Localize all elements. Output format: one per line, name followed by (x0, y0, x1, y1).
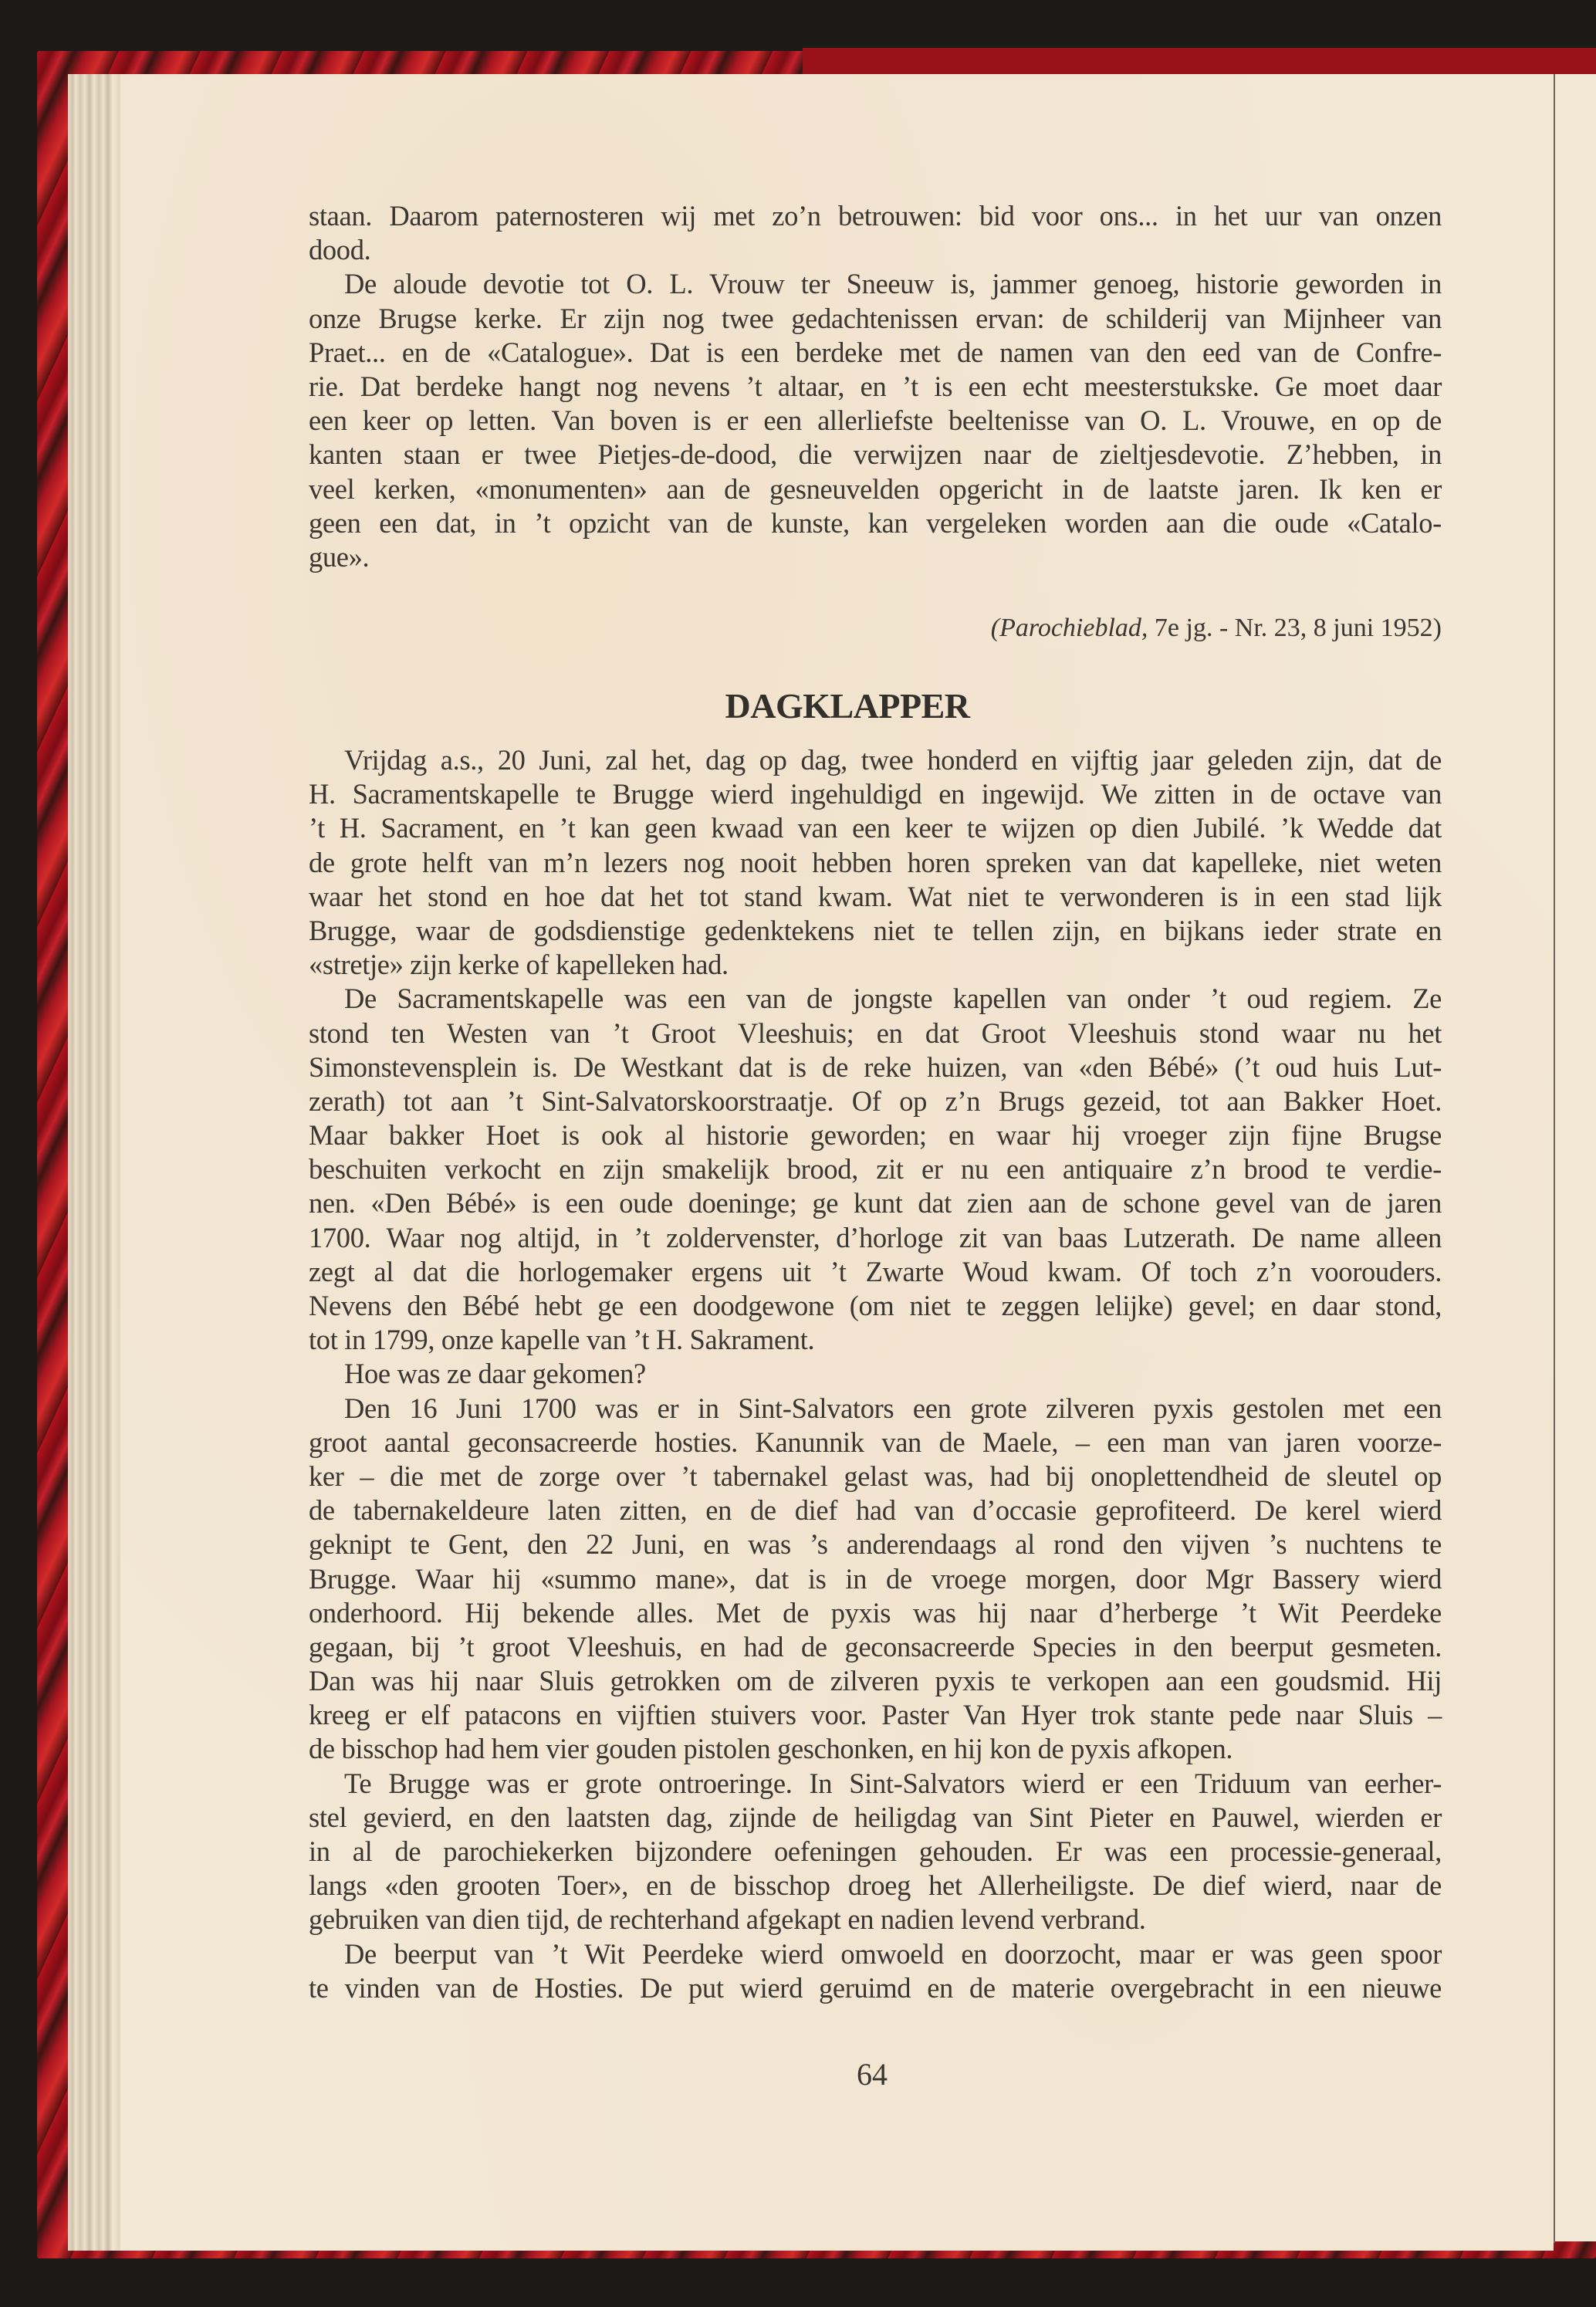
text-line: staan. Daarom paternosteren wij met zo’n betrouwen: bid voor ons... in het uur van onzen (309, 200, 1442, 232)
text-line: geknipt te Gent, den 22 Juni, en was ’s anderendaags al rond den vijven ’s nuchtens te (309, 1528, 1442, 1561)
page-stack-edges (68, 74, 123, 2251)
text-block-top (309, 199, 1442, 574)
text-line: Den 16 Juni 1700 was er in Sint-Salvators een grote zilveren pyxis gestolen met een (344, 1392, 1442, 1424)
text-line: veel kerken, «monumenten» aan de gesneuvelden opgericht in de laatste jaren. Ik ken er (309, 472, 1442, 505)
text-line: de tabernakeldeure laten zitten, en de dief had van d’occasie geprofiteerd. De kerel wierd (309, 1494, 1442, 1527)
page-number: 64 (857, 2057, 888, 2092)
text-line: zerath) tot aan ’t Sint-Salvatorskoorstraatje. Of op z’n Brugs gezeid, tot aan Bakker Hoet. (309, 1084, 1442, 1117)
text-line: rie. Dat berdeke hangt nog nevens ’t altaar, en ’t is een echt meesterstukske. Ge moet daar (309, 370, 1442, 402)
text-line: gebruiken van dien tijd, de rechterhand afgekapt en nadien levend verbrand. (309, 1903, 1146, 1936)
book-cover-top-edge (803, 48, 1596, 74)
citation-details: 7e jg. - Nr. 23, 8 juni 1952) (1148, 614, 1442, 642)
text-line: in al de parochiekerken bijzondere oefeningen gehouden. Er was een processie-generaal, (309, 1835, 1442, 1867)
text-line: ker – die met de zorge over ’t tabernakel gelast was, had bij onoplettendheid de sleutel op (309, 1460, 1442, 1492)
text-line: de bisschop had hem vier gouden pistolen geschonken, en hij kon de pyxis afkopen. (309, 1733, 1233, 1765)
text-line: Simonstevensplein is. De Westkant dat is de reke huizen, van «den Bébé» (’t oud huis Lut- (309, 1050, 1442, 1083)
text-line: Te Brugge was er grote ontroeringe. In Sint-Salvators wierd er een Triduum van eerher- (344, 1767, 1442, 1799)
text-line: kanten staan er twee Pietjes-de-dood, die verwijzen naar de zieltjesdevotie. Z’hebben, in (309, 438, 1442, 471)
text-line: nen. «Den Bébé» is een oude doeninge; ge kunt dat zien aan de schone gevel van de jaren (309, 1187, 1442, 1219)
text-line: onderhoord. Hij bekende alles. Met de pyxis was hij naar d’herberge ’t Wit Peerdeke (309, 1596, 1442, 1629)
section-heading: DAGKLAPPER (725, 686, 970, 726)
text-line: Vrijdag a.s., 20 Juni, zal het, dag op dag, twee honderd en vijftig jaar geleden zijn, dat de (344, 744, 1442, 776)
text-line: De beerput van ’t Wit Peerdeke wierd omwoeld en doorzocht, maar er was geen spoor (344, 1937, 1442, 1970)
text-line: Hoe was ze daar gekomen? (344, 1358, 646, 1390)
text-line: tot in 1799, onze kapelle van ’t H. Sakrament. (309, 1324, 815, 1356)
text-line: gue». (309, 540, 370, 573)
text-line: kreeg er elf patacons en vijftien stuivers voor. Paster Van Hyer trok stante pede naar Sluis – (309, 1699, 1442, 1731)
text-line: H. Sacramentskapelle te Brugge wierd ingehuldigd en ingewijd. We zitten in de octave van (309, 778, 1442, 810)
text-line: een keer op letten. Van boven is er een allerliefste beeltenisse van O. L. Vrouwe, en op de (309, 404, 1442, 437)
text-block-dagklapper (309, 743, 1442, 2005)
text-line: «stretje» zijn kerke of kapelleken had. (309, 949, 729, 981)
text-line: Nevens den Bébé hebt ge een doodgewone (om niet te zeggen lelijke) gevel; en daar stond, (309, 1290, 1442, 1321)
citation-source: (Parochieblad, (990, 614, 1148, 642)
next-page-sliver (1555, 74, 1596, 2241)
text-line: stel gevierd, en den laatsten dag, zijnde de heiligdag van Sint Pieter en Pauwel, wierden er (309, 1801, 1442, 1833)
text-line: groot aantal geconsacreerde hosties. Kanunnik van de Maele, – een man van jaren voorze- (309, 1426, 1442, 1458)
text-line: te vinden van de Hosties. De put wierd geruimd en de materie overgebracht in een nieuwe (309, 1971, 1442, 2004)
text-line: de grote helft van m’n lezers nog nooit hebben horen spreken van dat kapelleke, niet weten (309, 846, 1442, 878)
text-line: onze Brugse kerke. Er zijn nog twee gedachtenissen ervan: de schilderij van Mijnheer van (309, 302, 1442, 334)
page-gutter-line (1554, 74, 1555, 2243)
text-line: ’t H. Sacrament, en ’t kan geen kwaad van een keer te wijzen op dien Jubilé. ’k Wedde dat (309, 812, 1442, 844)
source-citation (991, 614, 1442, 643)
text-line: Brugge, waar de godsdienstige gedenktekens niet te tellen zijn, en bijkans ieder strate en (309, 914, 1442, 946)
text-line: 1700. Waar nog altijd, in ’t zoldervenster, d’horloge zit van baas Lutzerath. De name alleen (309, 1221, 1442, 1253)
text-line: zegt al dat die horlogemaker ergens uit ’t Zwarte Woud kwam. Of toch z’n voorouders. (309, 1255, 1442, 1287)
text-line: dood. (309, 234, 371, 266)
text-line: gegaan, bij ’t groot Vleeshuis, en had de geconsacreerde Species in den beerput gesmeten. (309, 1630, 1442, 1663)
text-line: Praet... en de «Catalogue». Dat is een berdeke met de namen van den eed van de Confre- (309, 336, 1442, 368)
text-line: stond ten Westen van ’t Groot Vleeshuis; en dat Groot Vleeshuis stond waar nu het (309, 1017, 1442, 1049)
text-line: langs «den grooten Toer», en de bisschop droeg het Allerheiligste. De dief wierd, naar de (309, 1869, 1442, 1902)
text-line: waar het stond en hoe dat het tot stand kwam. Wat niet te verwonderen is in een stad lijk (309, 880, 1442, 912)
text-line: geen een dat, in ’t opzicht van de kunste, kan vergeleken worden aan die oude «Catalo- (309, 506, 1442, 539)
text-line: Maar bakker Hoet is ook al historie geworden; en waar hij vroeger zijn fijne Brugse (309, 1119, 1442, 1152)
text-line: Dan was hij naar Sluis getrokken om de zilveren pyxis te verkopen aan een goudsmid. Hij (309, 1665, 1442, 1697)
text-line: beschuiten verkocht en zijn smakelijk brood, zit er nu een antiquaire z’n brood te verdie- (309, 1153, 1442, 1186)
text-line: De aloude devotie tot O. L. Vrouw ter Sneeuw is, jammer genoeg, historie geworden in (344, 268, 1442, 300)
text-line: De Sacramentskapelle was een van de jongste kapellen van onder ’t oud regiem. Ze (344, 983, 1442, 1015)
text-line: Brugge. Waar hij «summo mane», dat is in de vroege morgen, door Mgr Bassery wierd (309, 1562, 1442, 1595)
